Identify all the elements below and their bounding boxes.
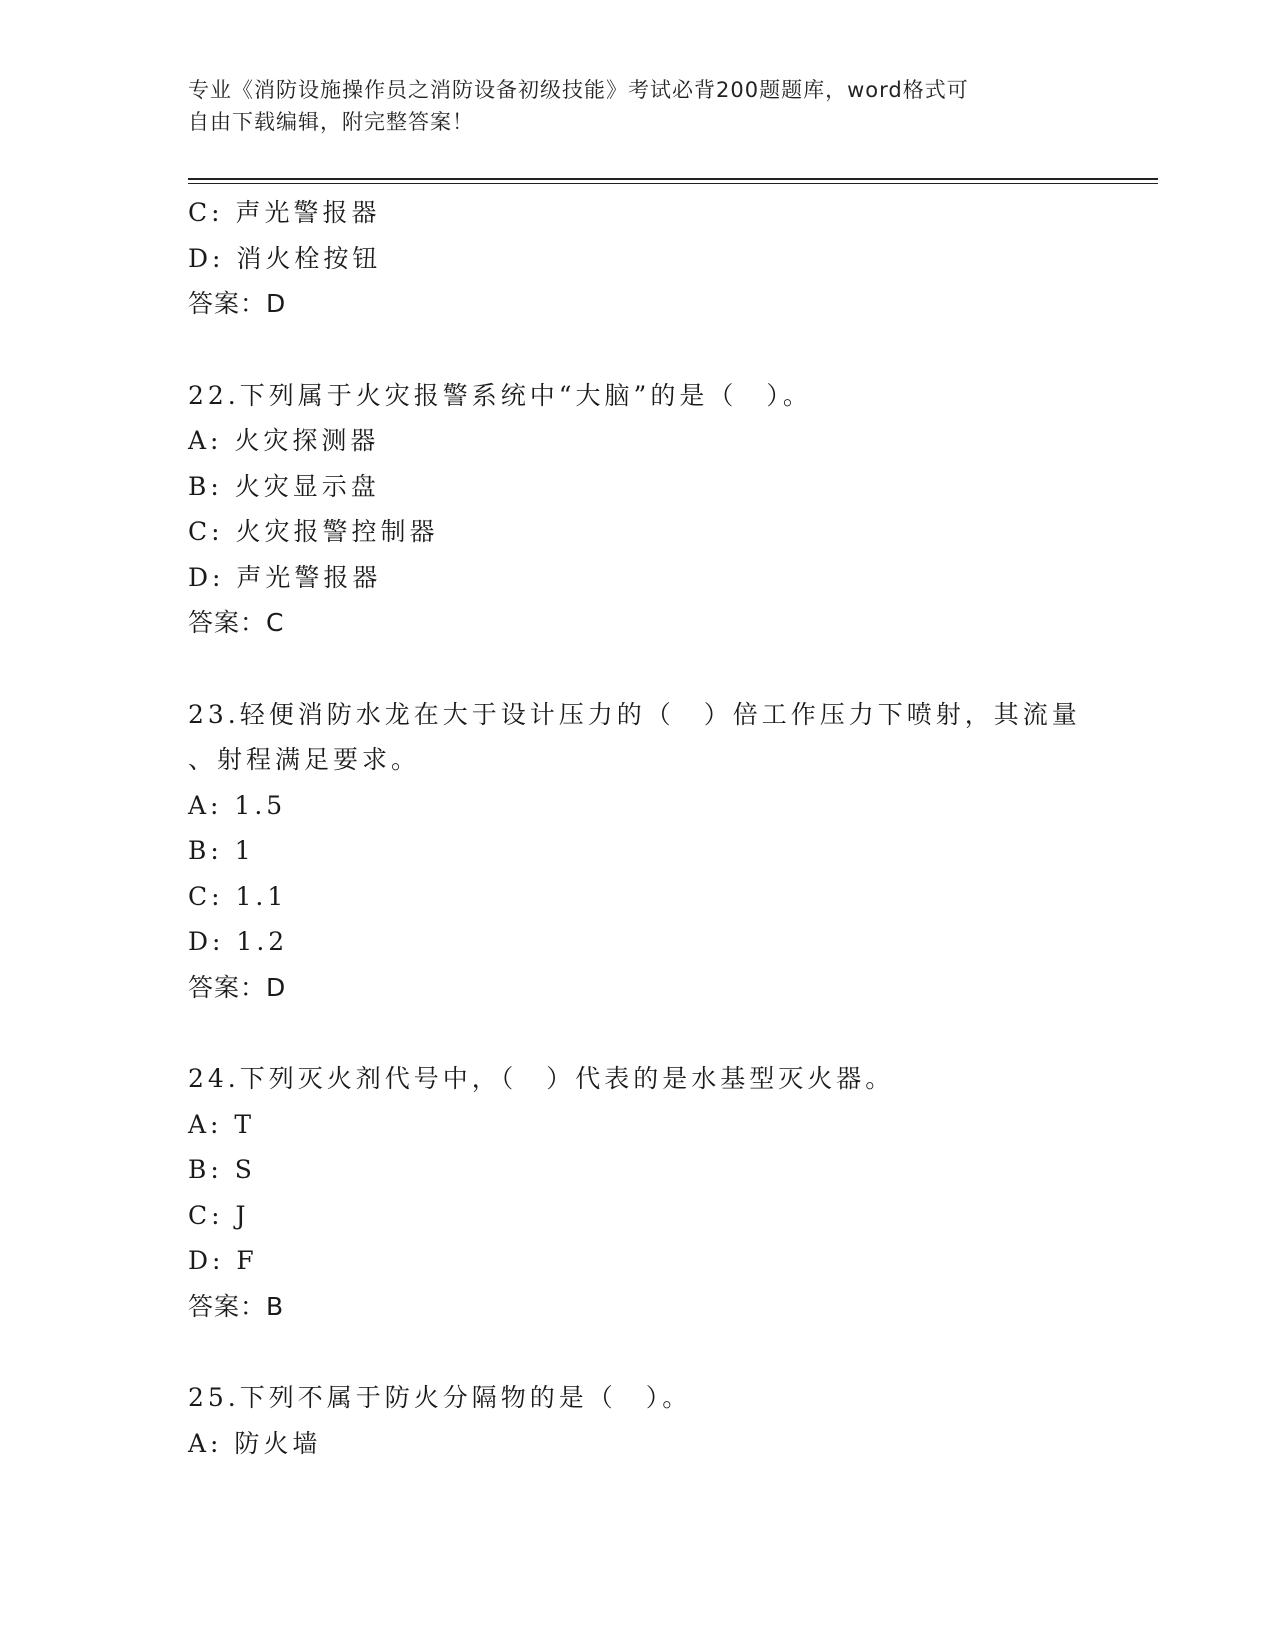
question-text: 24.下列灭火剂代号中，（ ）代表的是水基型灭火器。: [188, 1064, 895, 1093]
block-spacer: [188, 1329, 1088, 1375]
question-block-25: [188, 1375, 1088, 1466]
option-a: A: T: [188, 1109, 256, 1139]
option-a: A: 防火墙: [188, 1428, 322, 1458]
option-a: A: 1.5: [188, 790, 287, 820]
option-d: D: 声光警报器: [188, 562, 382, 592]
block-spacer: [188, 646, 1088, 692]
block-spacer: [188, 1010, 1088, 1056]
document-header: [188, 74, 1088, 138]
option-c: C: 1.1: [188, 881, 288, 911]
question-text: 25.下列不属于防火分隔物的是（ ）。: [188, 1383, 692, 1412]
question-list: [188, 190, 1088, 1466]
question-block-22: [188, 373, 1088, 646]
option-d: D: F: [188, 1246, 258, 1275]
option-c: C: J: [188, 1200, 250, 1230]
option-b: B: 火灾显示盘: [188, 471, 380, 501]
answer-line: 答案：D: [188, 972, 287, 1002]
header-divider-thin: [188, 183, 1158, 184]
option-d: D: 消火栓按钮: [188, 243, 382, 273]
answer-line: 答案：C: [188, 608, 285, 637]
block-spacer: [188, 327, 1088, 373]
answer-line: 答案：D: [188, 289, 287, 318]
question-text: 23.轻便消防水龙在大于设计压力的（ ）倍工作压力下喷射，其流量: [188, 699, 1081, 729]
option-b: B: 1: [188, 836, 255, 865]
question-text-continued: 、射程满足要求。: [188, 745, 421, 774]
question-block-carryover: [188, 190, 1088, 327]
answer-line: 答案：B: [188, 1291, 285, 1321]
question-block-23: [188, 692, 1088, 1011]
question-block-24: [188, 1056, 1088, 1329]
option-b: B: S: [188, 1155, 256, 1184]
question-text: 22.下列属于火灾报警系统中“大脑”的是（ ）。: [188, 380, 812, 410]
header-line-2: 自由下载编辑，附完整答案！: [188, 110, 474, 134]
option-c: C: 火灾报警控制器: [188, 517, 439, 546]
option-a: A: 火灾探测器: [188, 426, 380, 455]
header-line-1: 专业《消防设施操作员之消防设备初级技能》考试必背200题题库，word格式可: [188, 78, 969, 102]
option-d: D: 1.2: [188, 927, 289, 956]
option-c: C: 声光警报器: [188, 198, 381, 227]
header-divider-thick: [188, 178, 1158, 180]
